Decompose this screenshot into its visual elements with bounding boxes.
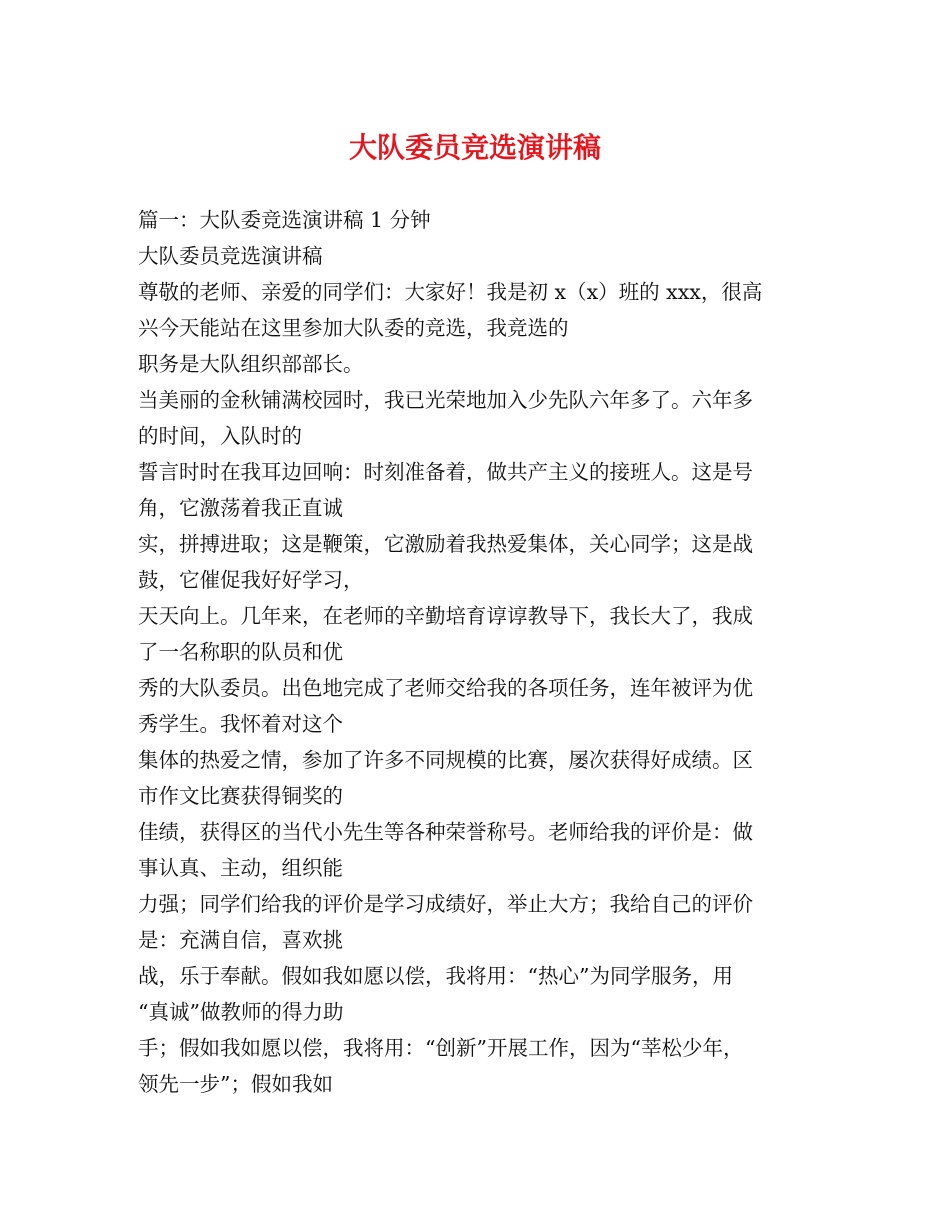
body-line: 兴今天能站在这里参加大队委的竞选，我竞选的 <box>138 316 569 340</box>
body-line: 集体的热爱之情，参加了许多不同规模的比赛，屡次获得好成绩。区 <box>138 748 753 772</box>
body-line: 手；假如我如愿以偿，我将用：“创新”开展工作，因为“莘松少年， <box>138 1036 744 1060</box>
body-line: 尊敬的老师、亲爱的同学们：大家好！我是初 x（x）班的 xxx，很高 <box>138 280 763 304</box>
body-line: 角，它激荡着我正直诚 <box>138 496 343 520</box>
body-line: 实，拼搏进取；这是鞭策，它激励着我热爱集体，关心同学；这是战 <box>138 532 753 556</box>
body-line: 大队委员竞选演讲稿 <box>138 244 323 268</box>
body-line: 职务是大队组织部部长。 <box>138 352 364 376</box>
body-line: 战，乐于奉献。假如我如愿以偿，我将用：“热心”为同学服务，用 <box>138 964 733 988</box>
body-line: 秀的大队委员。出色地完成了老师交给我的各项任务，连年被评为优 <box>138 676 753 700</box>
body-line: 天天向上。几年来，在老师的辛勤培育谆谆教导下，我长大了，我成 <box>138 604 753 628</box>
body-line: 的时间，入队时的 <box>138 424 302 448</box>
body-line: 当美丽的金秋铺满校园时，我已光荣地加入少先队六年多了。六年多 <box>138 388 753 412</box>
document-title: 大队委员竞选演讲稿 <box>348 131 601 164</box>
body-line: 力强；同学们给我的评价是学习成绩好，举止大方；我给自己的评价 <box>138 892 753 916</box>
body-line: 了一名称职的队员和优 <box>138 640 343 664</box>
body-line: 篇一：大队委竞选演讲稿 1 分钟 <box>138 208 431 232</box>
document-body <box>138 202 814 1102</box>
body-line: 鼓，它催促我好好学习， <box>138 568 364 592</box>
body-line: 事认真、主动，组织能 <box>138 856 343 880</box>
body-line: 市作文比赛获得铜奖的 <box>138 784 343 808</box>
body-line: 是：充满自信，喜欢挑 <box>138 928 343 952</box>
body-line: 佳绩，获得区的当代小先生等各种荣誉称号。老师给我的评价是：做 <box>138 820 753 844</box>
body-line: “真诚”做教师的得力助 <box>138 1000 344 1024</box>
body-line: 誓言时时在我耳边回响：时刻准备着，做共产主义的接班人。这是号 <box>138 460 753 484</box>
body-line: 秀学生。我怀着对这个 <box>138 712 343 736</box>
body-line: 领先一步”；假如我如 <box>138 1072 333 1096</box>
